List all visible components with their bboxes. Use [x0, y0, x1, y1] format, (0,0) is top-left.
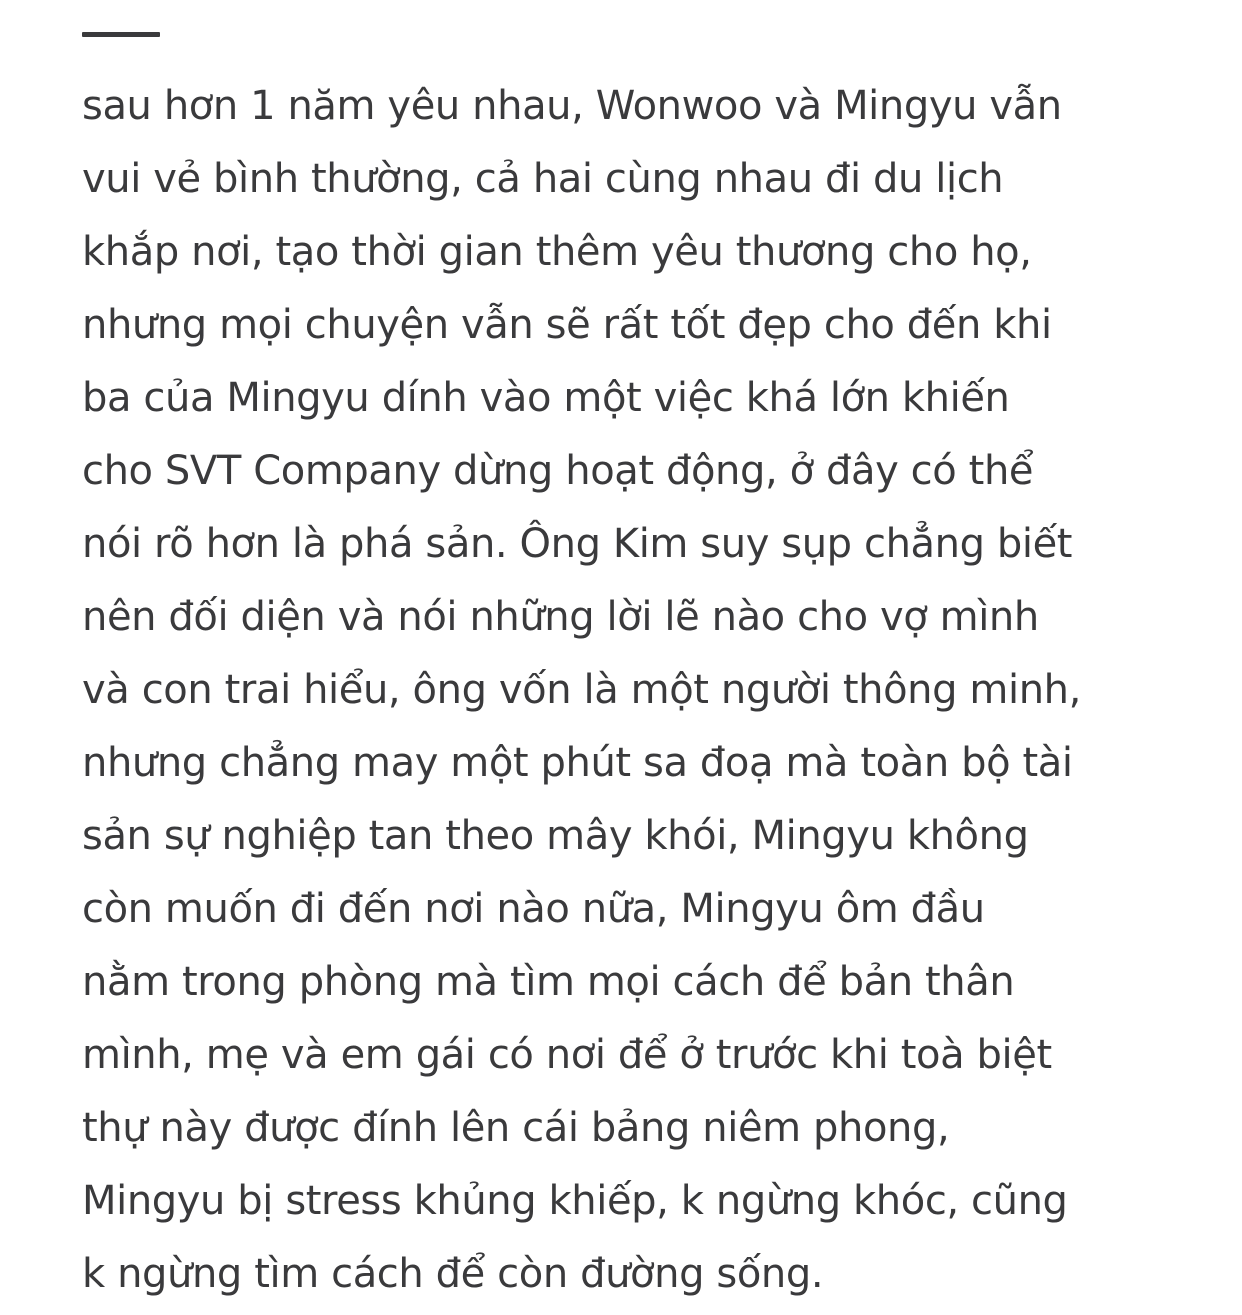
- text-line: nhưng mọi chuyện vẫn sẽ rất tốt đẹp cho đến khi: [82, 302, 1052, 348]
- text-line: còn muốn đi đến nơi nào nữa, Mingyu ôm đầu: [82, 886, 985, 932]
- text-line: cho SVT Company dừng hoạt động, ở đây có thể: [82, 448, 1034, 494]
- section-divider: [82, 32, 160, 37]
- text-line: mình, mẹ và em gái có nơi để ở trước khi toà biệt: [82, 1032, 1052, 1078]
- text-line: nói rõ hơn là phá sản. Ông Kim suy sụp chẳng biết: [82, 521, 1073, 567]
- text-line: k ngừng tìm cách để còn đường sống.: [82, 1251, 824, 1297]
- text-line: nhưng chẳng may một phút sa đoạ mà toàn bộ tài: [82, 740, 1073, 786]
- text-line: thự này được đính lên cái bảng niêm phong,: [82, 1105, 950, 1151]
- article-body: [82, 70, 1212, 1311]
- text-line: khắp nơi, tạo thời gian thêm yêu thương cho họ,: [82, 229, 1032, 275]
- text-line: nằm trong phòng mà tìm mọi cách để bản thân: [82, 959, 1015, 1005]
- text-line: ba của Mingyu dính vào một việc khá lớn khiến: [82, 375, 1010, 421]
- text-line: vui vẻ bình thường, cả hai cùng nhau đi du lịch: [82, 156, 1004, 202]
- text-line: sản sự nghiệp tan theo mây khói, Mingyu không: [82, 813, 1029, 859]
- text-line: nên đối diện và nói những lời lẽ nào cho vợ mình: [82, 594, 1039, 640]
- text-line: Mingyu bị stress khủng khiếp, k ngừng khóc, cũng: [82, 1178, 1068, 1224]
- text-line: sau hơn 1 năm yêu nhau, Wonwoo và Mingyu vẫn: [82, 83, 1062, 129]
- text-line: và con trai hiểu, ông vốn là một người thông minh,: [82, 667, 1081, 713]
